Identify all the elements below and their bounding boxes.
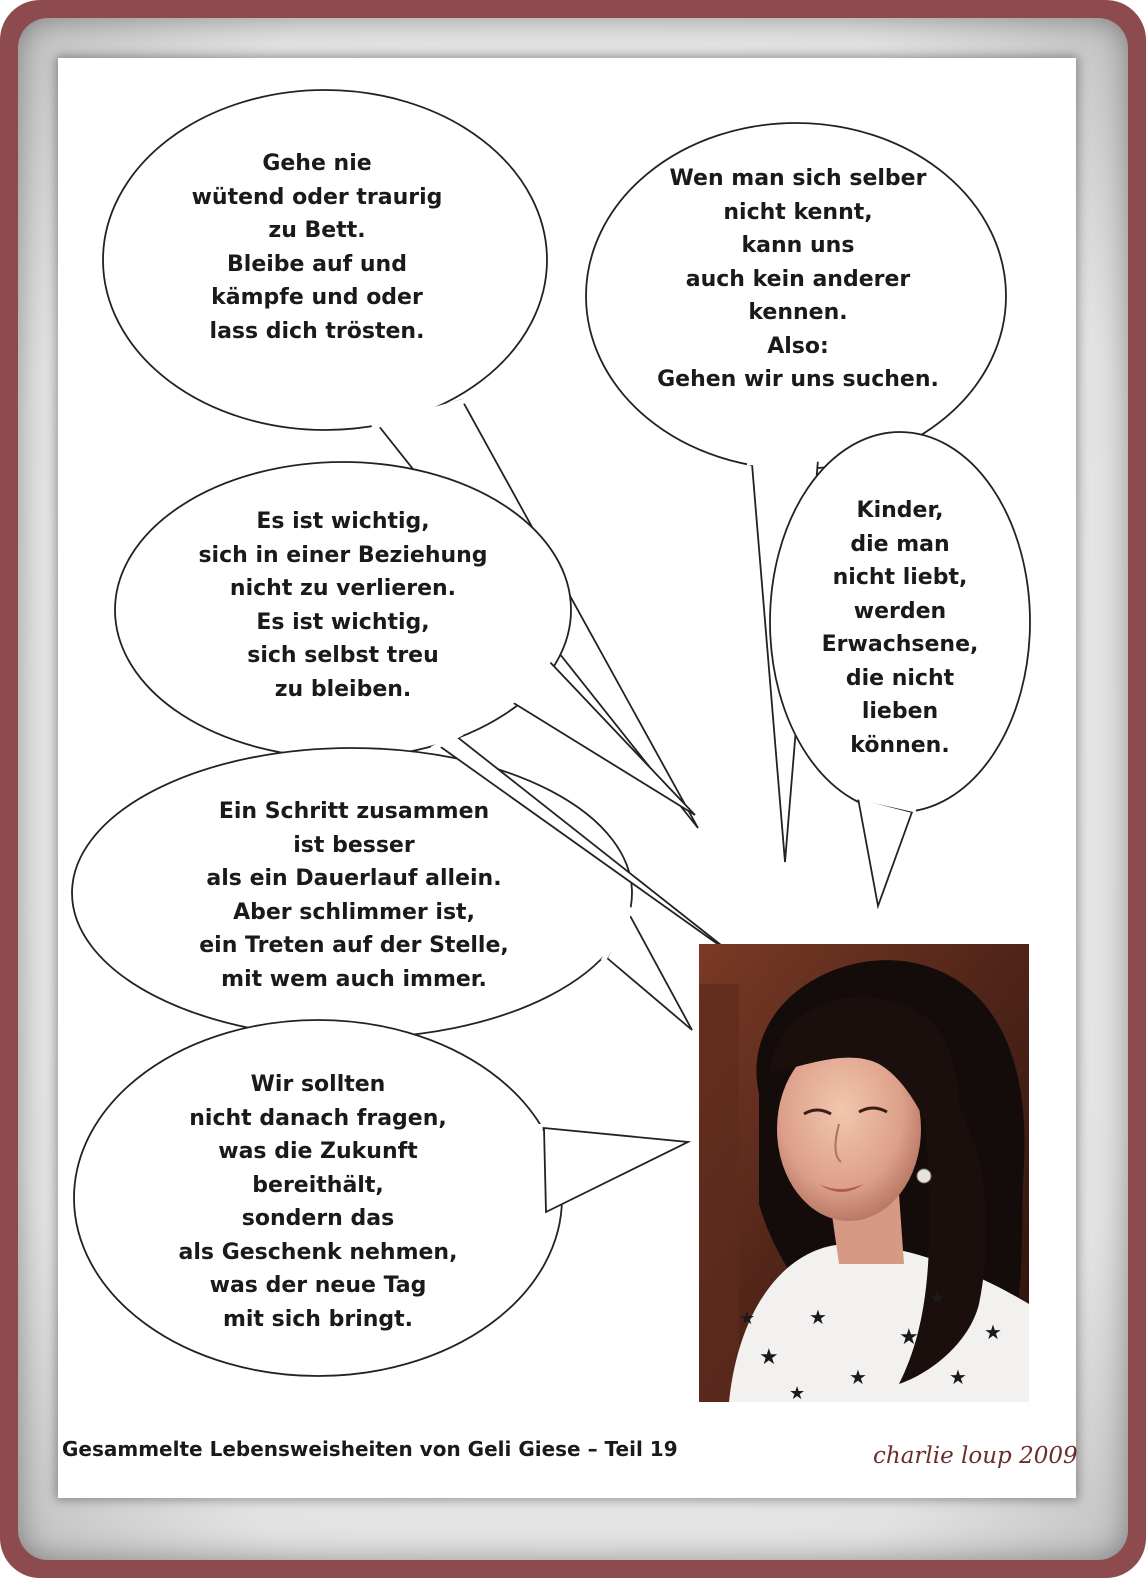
bubble-line: Gehen wir uns suchen. bbox=[657, 367, 939, 392]
bubble-line: als Geschenk nehmen, bbox=[178, 1239, 458, 1265]
bubble-line: werden bbox=[853, 598, 947, 624]
bubble-line: können. bbox=[850, 732, 950, 758]
bubble-line: zu Bett. bbox=[268, 218, 366, 243]
bubble-line: Erwachsene, bbox=[821, 632, 979, 657]
bubble-line: Aber schlimmer ist, bbox=[233, 899, 475, 925]
bubble-line: Gehe nie bbox=[262, 151, 372, 176]
bubble-line: sich in einer Beziehung bbox=[198, 542, 488, 568]
bubble-line: nicht liebt, bbox=[832, 565, 968, 590]
portrait-illustration bbox=[699, 944, 1029, 1402]
bubble-line: was die Zukunft bbox=[218, 1139, 418, 1164]
artist-signature: charlie loup 2009 bbox=[873, 1443, 1078, 1469]
bubble-line: kämpfe und oder bbox=[211, 285, 423, 310]
bubble-text-children bbox=[822, 494, 979, 762]
bubble-text-step bbox=[199, 795, 508, 996]
bubble-text-future bbox=[179, 1068, 458, 1336]
tail-join bbox=[540, 1124, 542, 1216]
bubble-text-self bbox=[657, 162, 939, 397]
bubble-line: Wir sollten bbox=[250, 1072, 386, 1097]
bubble-line: nicht danach fragen, bbox=[189, 1105, 447, 1131]
bubble-line: Bleibe auf und bbox=[227, 251, 407, 277]
bubble-line: kennen. bbox=[748, 300, 848, 325]
svg-text:★: ★ bbox=[759, 1345, 779, 1370]
bubble-line: auch kein anderer bbox=[685, 266, 911, 292]
svg-text:★: ★ bbox=[789, 1383, 806, 1402]
collection-title: Gesammelte Lebensweisheiten von Geli Giese – Teil 19 bbox=[62, 1437, 678, 1461]
bubble-text-relationship bbox=[198, 505, 487, 706]
bubble-text-bed bbox=[192, 147, 443, 348]
bubble-line: Es ist wichtig, bbox=[256, 609, 430, 635]
svg-text:★: ★ bbox=[849, 1365, 867, 1389]
bubble-line: lass dich trösten. bbox=[209, 318, 425, 344]
bubble-line: nicht kennt, bbox=[723, 199, 873, 225]
bubble-line: ein Treten auf der Stelle, bbox=[199, 933, 509, 958]
bubble-line: sich selbst treu bbox=[247, 643, 439, 668]
bubble-line: als ein Dauerlauf allein. bbox=[206, 866, 502, 891]
bubble-line: Kinder, bbox=[856, 498, 944, 523]
bubble-tail bbox=[858, 798, 912, 906]
svg-text:★: ★ bbox=[984, 1320, 1002, 1344]
bubble-line: die man bbox=[850, 531, 950, 557]
bubble-line: kann uns bbox=[741, 233, 855, 258]
bubble-line: wütend oder traurig bbox=[191, 184, 443, 210]
bubble-line: Ein Schritt zusammen bbox=[218, 799, 490, 824]
bubble-line: Also: bbox=[767, 333, 829, 359]
bubble-line: ist besser bbox=[293, 832, 415, 858]
bubble-line: die nicht bbox=[845, 665, 955, 691]
bubble-line: zu bleiben. bbox=[274, 676, 412, 702]
bubble-line: Es ist wichtig, bbox=[256, 509, 430, 534]
bubble-line: mit sich bringt. bbox=[222, 1306, 414, 1332]
bubble-line: was der neue Tag bbox=[209, 1273, 427, 1298]
bubble-line: mit wem auch immer. bbox=[221, 966, 487, 992]
svg-text:★: ★ bbox=[809, 1305, 827, 1329]
portrait-photo bbox=[699, 944, 1029, 1402]
svg-text:★: ★ bbox=[929, 1288, 946, 1309]
bubble-tail bbox=[544, 1128, 688, 1212]
svg-text:★: ★ bbox=[949, 1365, 967, 1389]
bubble-line: sondern das bbox=[241, 1206, 395, 1231]
bubble-line: nicht zu verlieren. bbox=[229, 576, 457, 601]
bubble-line: bereithält, bbox=[252, 1172, 384, 1198]
bubble-line: lieben bbox=[861, 699, 939, 724]
svg-text:★: ★ bbox=[899, 1325, 919, 1350]
svg-text:★: ★ bbox=[739, 1308, 756, 1329]
bubble-line: Wen man sich selber bbox=[669, 166, 927, 191]
